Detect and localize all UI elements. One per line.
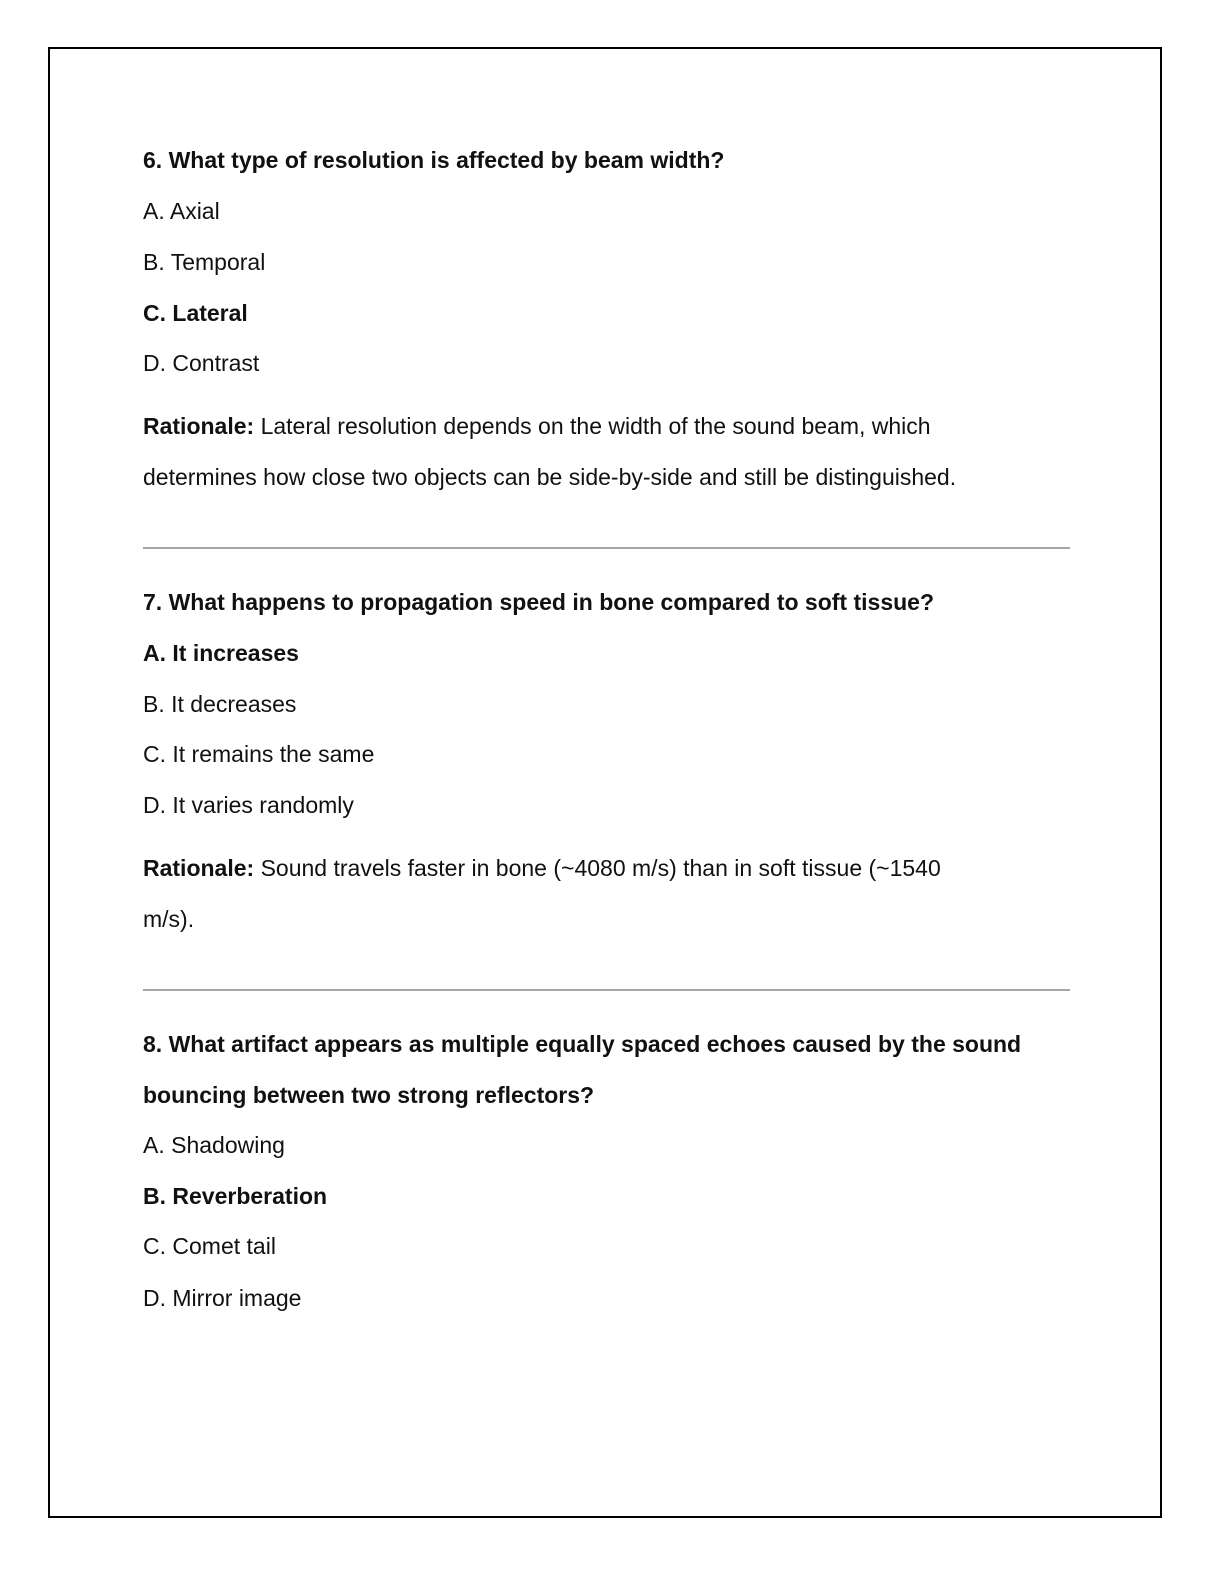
rationale-label: Rationale: (143, 855, 255, 881)
question-8-text-cont: bouncing between two strong reflectors? (143, 1082, 595, 1108)
rationale-text: Sound travels faster in bone (~4080 m/s) than in soft tissue (~1540 (254, 855, 941, 881)
q7-option-b: B. It decreases (143, 691, 297, 717)
rationale-text: Lateral resolution depends on the width of the sound beam, which (254, 413, 931, 439)
q8-option-b-correct: B. Reverberation (143, 1183, 328, 1209)
q7-rationale-cont: m/s). (143, 906, 195, 932)
q6-option-d: D. Contrast (143, 350, 260, 376)
q6-option-c-correct: C. Lateral (143, 300, 248, 326)
q7-rationale (143, 854, 941, 882)
question-6-text: 6. What type of resolution is affected by beam width? (143, 147, 725, 173)
q6-option-b: B. Temporal (143, 249, 266, 275)
q8-option-d: D. Mirror image (143, 1285, 302, 1311)
q8-option-c: C. Comet tail (143, 1233, 276, 1259)
section-divider (143, 547, 1070, 549)
rationale-label: Rationale: (143, 413, 255, 439)
question-7-text: 7. What happens to propagation speed in bone compared to soft tissue? (143, 589, 935, 615)
q6-option-a: A. Axial (143, 198, 220, 224)
q6-rationale (143, 412, 931, 440)
q7-option-d: D. It varies randomly (143, 792, 354, 818)
q6-rationale-cont: determines how close two objects can be side-by-side and still be distinguished. (143, 464, 957, 490)
question-8-text: 8. What artifact appears as multiple equally spaced echoes caused by the sound (143, 1031, 1022, 1057)
section-divider (143, 989, 1070, 991)
q7-option-a-correct: A. It increases (143, 640, 299, 666)
q8-option-a: A. Shadowing (143, 1132, 285, 1158)
q7-option-c: C. It remains the same (143, 741, 375, 767)
